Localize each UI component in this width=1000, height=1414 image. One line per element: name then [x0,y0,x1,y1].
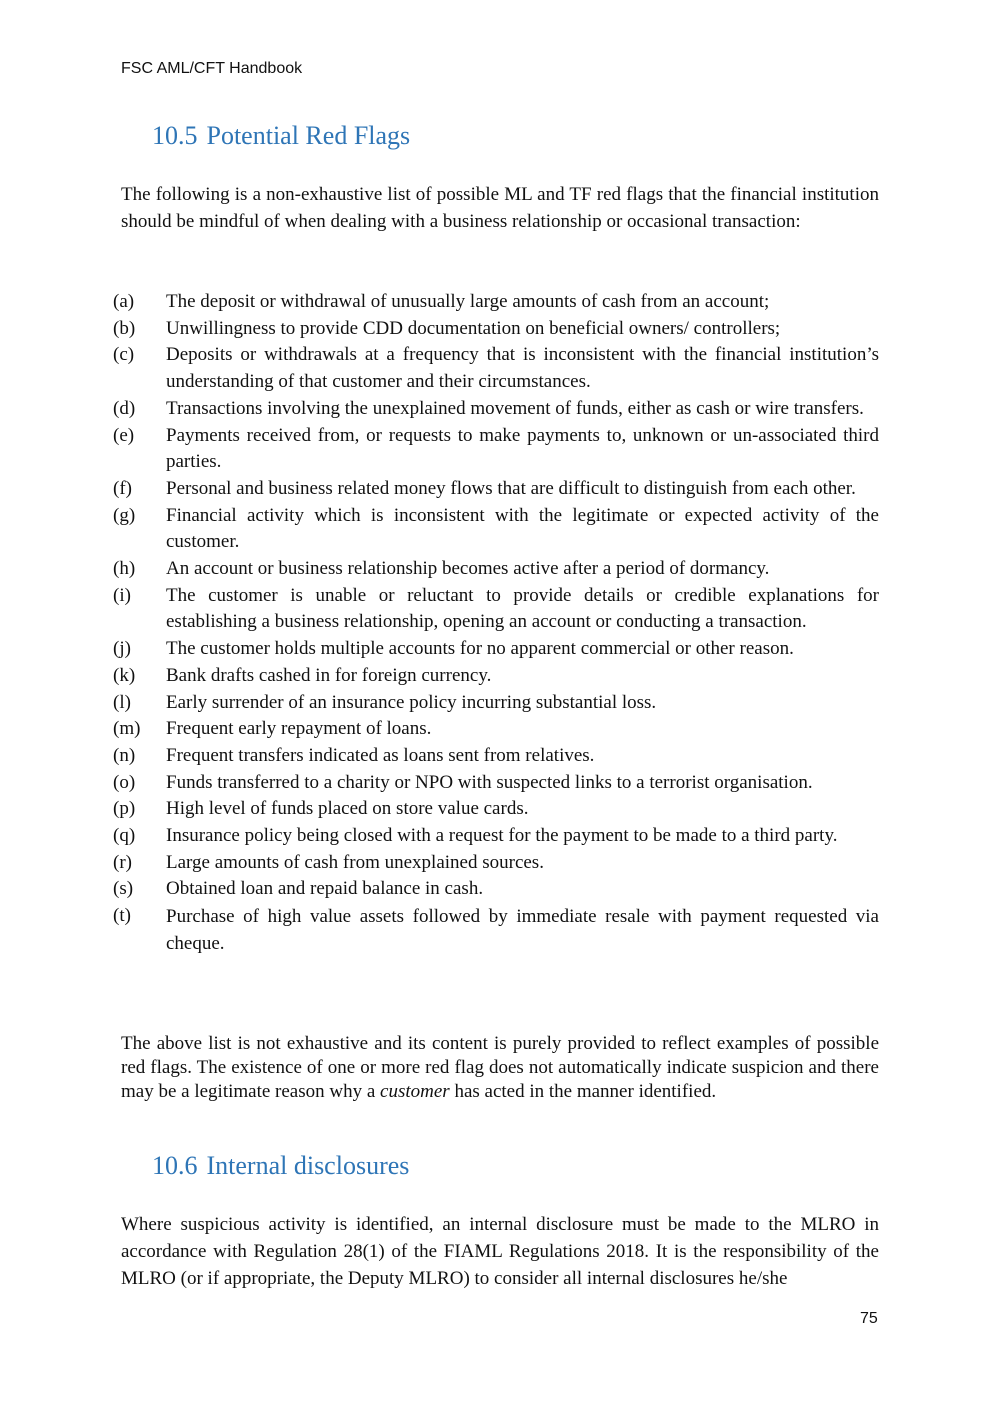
list-item [113,556,879,583]
list-item-text: Obtained loan and repaid balance in cash. [166,878,484,900]
section-heading-internal-disclosures [152,1151,409,1181]
closing-paragraph [121,1032,879,1103]
list-marker: (p) [113,798,136,820]
list-marker: (c) [113,344,135,366]
list-item [113,903,879,957]
list-item-text: Unwillingness to provide CDD documentation on beneficial owners/ controllers; [166,317,781,339]
list-item-text: Insurance policy being closed with a request for the payment to be made to a third party. [166,825,838,847]
list-item [113,476,879,503]
page-number: 75 [860,1310,878,1327]
list-item [113,850,879,877]
list-marker: (r) [113,851,132,873]
list-marker: (o) [113,771,136,793]
list-marker: (b) [113,317,136,339]
list-marker: (d) [113,397,136,419]
list-item-text: Funds transferred to a charity or NPO with suspected links to a terrorist organisation. [166,771,813,793]
list-item [113,503,879,556]
list-marker: (l) [113,691,131,713]
list-item-text: The deposit or withdrawal of unusually large amounts of cash from an account; [166,291,770,312]
list-item-text: The customer holds multiple accounts for no apparent commercial or other reason. [166,638,794,660]
list-marker: (h) [113,558,136,580]
list-item [113,690,879,717]
list-item-text: Large amounts of cash from unexplained sources. [166,851,544,873]
list-marker: (n) [113,744,136,766]
list-item [113,770,879,797]
list-item-text: Early surrender of an insurance policy incurring substantial loss. [166,691,657,713]
list-item [113,663,879,690]
list-item-text: Personal and business related money flows that are difficult to distinguish from each other. [166,477,856,499]
list-marker: (g) [113,504,136,526]
section-number: 10.6 [152,1151,198,1180]
list-marker: (m) [113,718,141,740]
list-item [113,289,879,316]
list-item [113,876,879,903]
list-marker: (j) [113,638,131,660]
section-number: 10.5 [152,121,198,150]
intro-paragraph: The following is a non-exhaustive list of possible ML and TF red flags that the financial institution should be mindful of when dealing with a business relationship or occasional transaction: [121,184,879,232]
section-title: Potential Red Flags [206,121,411,150]
list-item-text: Bank drafts cashed in for foreign currency. [166,664,492,686]
list-item-text: Deposits or withdrawals at a frequency that is inconsistent with the financial institution’s understanding of that customer and their circumstances. [166,344,879,393]
list-item-text: Frequent early repayment of loans. [166,718,432,740]
list-marker: (q) [113,825,136,847]
list-item-text: Frequent transfers indicated as loans sent from relatives. [166,744,595,766]
list-marker: (t) [113,905,131,927]
list-item-text: The customer is unable or reluctant to provide details or credible explanations for establishing a business relationship, opening an account or conducting a transaction. [166,584,879,633]
list-item [113,316,879,343]
list-item-text: Payments received from, or requests to make payments to, unknown or un-associated third parties. [166,424,879,473]
closing-text-emphasis: customer [380,1080,450,1102]
list-marker: (a) [113,291,135,312]
list-marker: (e) [113,424,135,446]
list-item [113,796,879,823]
list-item-text: Transactions involving the unexplained movement of funds, either as cash or wire transfers. [166,397,864,419]
list-item [113,823,879,850]
list-item [113,743,879,770]
list-marker: (k) [113,664,136,686]
list-item-text: Financial activity which is inconsistent with the legitimate or expected activity of the customer. [166,504,879,553]
section-title: Internal disclosures [206,1151,410,1180]
list-item [113,636,879,663]
list-item-text: An account or business relationship becomes active after a period of dormancy. [166,558,770,580]
list-item-text: Purchase of high value assets followed by immediate resale with payment requested via cheque. [166,906,879,955]
list-item [113,583,879,636]
closing-text-end: has acted in the manner identified. [449,1080,717,1102]
internal-disclosures-paragraph: Where suspicious activity is identified, an internal disclosure must be made to the MLRO in accordance with Regulation 28(1) of the FIAML Regulations 2018. It is the responsibility of the MLRO (or if appropriate, the Deputy MLRO) to consider all internal disclosures he/she [121,1214,879,1289]
list-marker: (f) [113,477,132,499]
running-header: FSC AML/CFT Handbook [121,60,303,77]
list-marker: (i) [113,584,131,606]
closing-text-start: The above list is not exhaustive and its content is purely provided to reflect examples of possible red flags. The existence of one or more red flag does not automatically indicate suspicion and there may be a legitimate reason why a [121,1033,879,1102]
list-item [113,396,879,423]
list-item [113,716,879,743]
list-item [113,423,879,476]
section-heading-potential-red-flags [152,121,410,151]
list-item [113,342,879,395]
list-item-text: High level of funds placed on store value cards. [166,798,529,820]
red-flags-list [113,289,879,957]
list-marker: (s) [113,878,134,900]
